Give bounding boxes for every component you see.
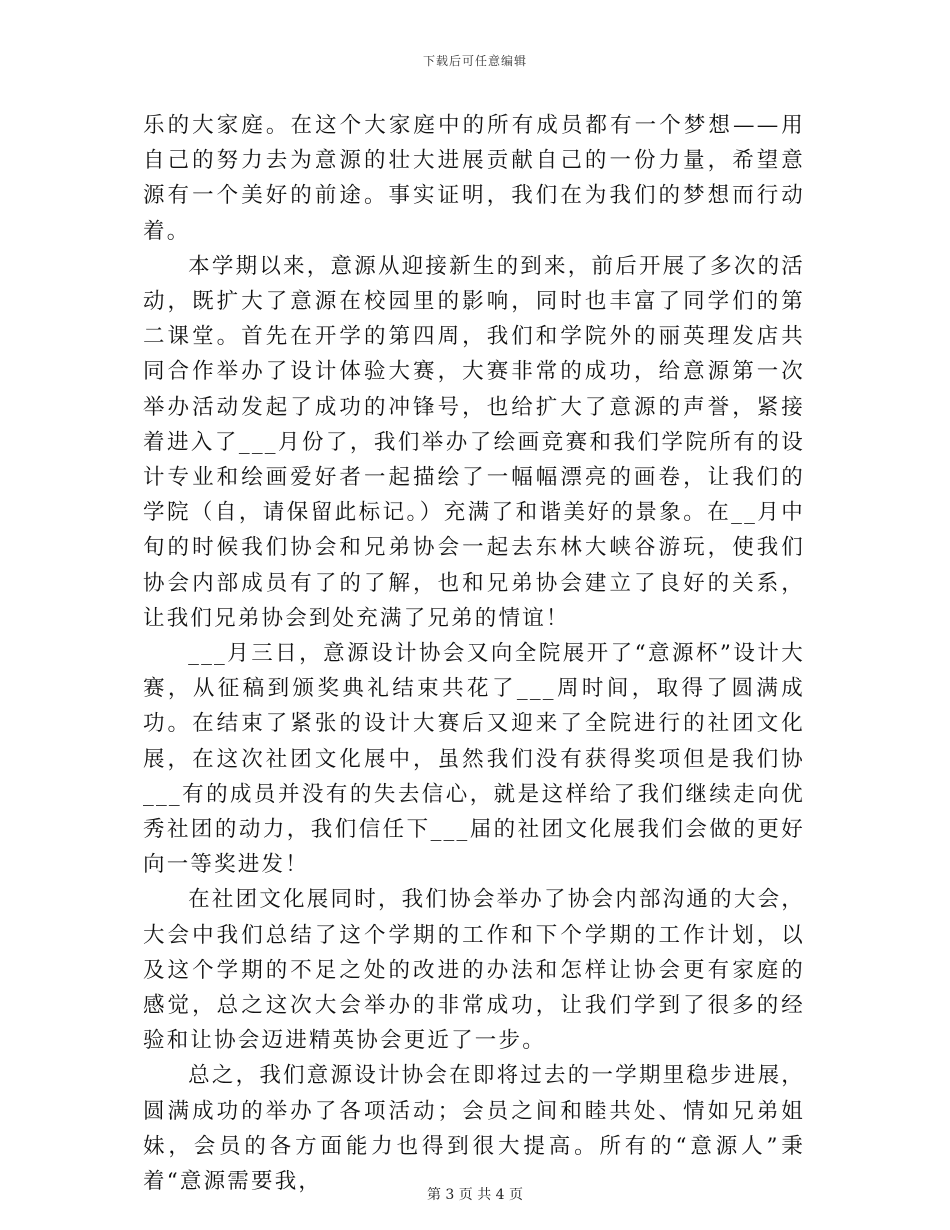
paragraph-semester-activities: 本学期以来，意源从迎接新生的到来，前后开展了多次的活动，既扩大了意源在校园里的影响，同时也丰富了同学们的第二课堂。首先在开学的第四周，我们和学院外的丽英理发店共同合作举办了设计体验大赛，大赛非常的成功，给意源第一次举办活动发起了成功的冲锋号，也给扩大了意源的声誉，紧接着进入了___月份了，我们举办了绘画竞赛和我们学院所有的设计专业和绘画爱好者一起描绘了一幅幅漂亮的画卷，让我们的学院（自，请保留此标记。）充满了和谐美好的景象。在__月中旬的时候我们协会和兄弟协会一起去东林大峡谷游玩，使我们协会内部成员有了的了解，也和兄弟协会建立了良好的关系，让我们兄弟协会到处充满了兄弟的情谊！ bbox=[143, 253, 805, 631]
paragraph-internal-meeting: 在社团文化展同时，我们协会举办了协会内部沟通的大会，大会中我们总结了这个学期的工作和下个学期的工作计划，以及这个学期的不足之处的改进的办法和怎样让协会更有家庭的感觉，总之这次大会举办的非常成功，让我们学到了很多的经验和让协会迈进精英协会更近了一步。 bbox=[143, 887, 805, 1054]
paragraph-summary: 总之，我们意源设计协会在即将过去的一学期里稳步进展，圆满成功的举办了各项活动；会员之间和睦共处、情如兄弟姐妹，会员的各方面能力也得到很大提高。所有的“意源人”秉着“意源需要我， bbox=[143, 1063, 805, 1195]
paragraph-design-contest: ___月三日，意源设计协会又向全院展开了“意源杯”设计大赛，从征稿到颁奖典礼结束共花了___周时间，取得了圆满成功。在结束了紧张的设计大赛后又迎来了全院进行的社团文化展，在这次社团文化展中，虽然我们没有获得奖项但是我们协___有的成员并没有的失去信心，就是这样给了我们继续走向优秀社团的动力，我们信任下___届的社团文化展我们会做的更好向一等奖进发！ bbox=[143, 641, 805, 878]
page-number: 第 3 页 共 4 页 bbox=[426, 1187, 524, 1203]
document-body bbox=[143, 108, 805, 1199]
page-header: 下载后可任意编辑 bbox=[422, 54, 527, 68]
paragraph-continuation: 乐的大家庭。在这个大家庭中的所有成员都有一个梦想——用自己的努力去为意源的壮大进展贡献自己的一份力量，希望意源有一个美好的前途。事实证明，我们在为我们的梦想而行动着。 bbox=[143, 113, 805, 244]
